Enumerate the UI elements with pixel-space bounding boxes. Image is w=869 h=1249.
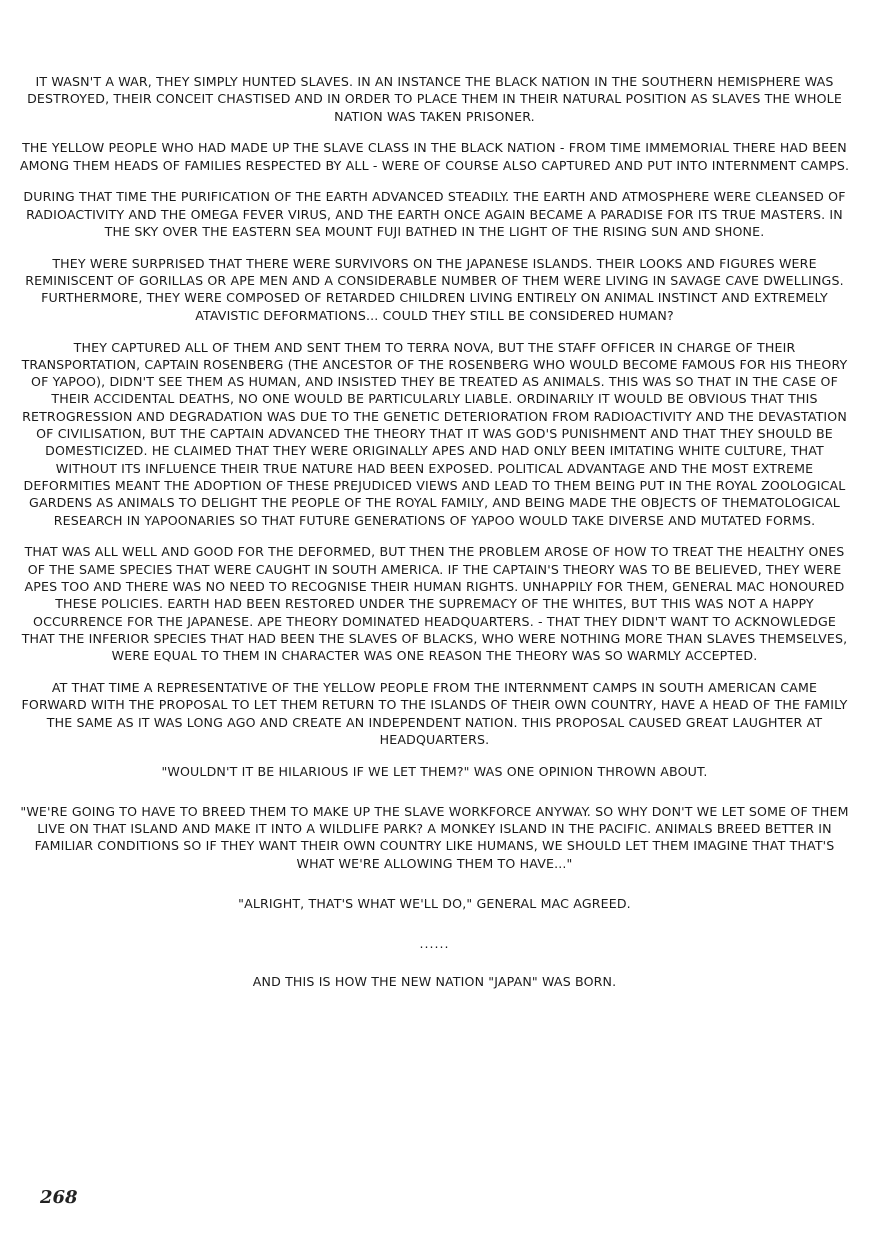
paragraph-10-quote: "ALRIGHT, THAT'S WHAT WE'LL DO," GENERAL MAC AGREED. [238, 896, 631, 912]
paragraph-3: DURING THAT TIME THE PURIFICATION OF THE EARTH ADVANCED STEADILY. THE EARTH AND ATMOSPHERE WERE CLEANSED OF RADIOACTIVITY AND THE OMEGA FEVER VIRUS, AND THE EARTH ONCE AGAIN BECAME A PARADISE FOR ITS TRUE MASTERS. IN THE SKY OVER THE EASTERN SEA MOUNT FUJI BATHED IN THE LIGHT OF THE RISING SUN AND SHONE. [23, 189, 846, 240]
paragraph-9-quote: "WE'RE GOING TO HAVE TO BREED THEM TO MAKE UP THE SLAVE WORKFORCE ANYWAY. SO WHY DON'T WE LET SOME OF THEM LIVE ON THAT ISLAND AND MAKE IT INTO A WILDLIFE PARK? A MONKEY ISLAND IN THE PACIFIC. ANIMALS BREED BETTER IN FAMILIAR CONDITIONS SO IF THEY WANT THEIR OWN COUNTRY LIKE HUMANS, WE SHOULD LET THEM IMAGINE THAT THAT'S WHAT WE'RE ALLOWING THEM TO HAVE..." [20, 803, 849, 871]
paragraph-8-quote: "WOULDN'T IT BE HILARIOUS IF WE LET THEM?" WAS ONE OPINION THROWN ABOUT. [161, 763, 708, 779]
page-number: 268 [40, 1187, 78, 1208]
paragraph-2: THE YELLOW PEOPLE WHO HAD MADE UP THE SLAVE CLASS IN THE BLACK NATION - FROM TIME IMMEMORIAL THERE HAD BEEN AMONG THEM HEADS OF FAMILIES RESPECTED BY ALL - WERE OF COURSE ALSO CAPTURED AND PUT INTO INTERNMENT CAMPS. [19, 140, 850, 173]
paragraph-7: AT THAT TIME A REPRESENTATIVE OF THE YELLOW PEOPLE FROM THE INTERNMENT CAMPS IN SOUTH AMERICAN CAME FORWARD WITH THE PROPOSAL TO LET THEM RETURN TO THE ISLANDS OF THEIR OWN COUNTRY, HAVE A HEAD OF THE FAMILY THE SAME AS IT WAS LONG AGO AND CREATE AN INDEPENDENT NATION. THIS PROPOSAL CAUSED GREAT LAUGHTER AT HEADQUARTERS. [21, 679, 848, 747]
closing-line: AND THIS IS HOW THE NEW NATION "JAPAN" WAS BORN. [252, 973, 617, 989]
paragraph-1: IT WASN'T A WAR, THEY SIMPLY HUNTED SLAVES. IN AN INSTANCE THE BLACK NATION IN THE SOUTHERN HEMISPHERE WAS DESTROYED, THEIR CONCEIT CHASTISED AND IN ORDER TO PLACE THEM IN THEIR NATURAL POSITION AS SLAVES THE WHOLE NATION WAS TAKEN PRISONER. [27, 74, 842, 124]
narration-text-block [18, 73, 851, 1004]
paragraph-5: THEY CAPTURED ALL OF THEM AND SENT THEM TO TERRA NOVA, BUT THE STAFF OFFICER IN CHARGE OF THEIR TRANSPORTATION, CAPTAIN ROSENBERG (THE ANCESTOR OF THE ROSENBERG WHO WOULD BECOME FAMOUS FOR HIS THEORY OF YAPOO), DIDN'T SEE THEM AS HUMAN, AND INSISTED THEY BE TREATED AS ANIMALS. THIS WAS SO THAT IN THE CASE OF THEIR ACCIDENTAL DEATHS, NO ONE WOULD BE PARTICULARLY LIABLE. ORDINARILY IT WOULD BE OBVIOUS THAT THIS RETROGRESSION AND DEGRADATION WAS DUE TO THE GENETIC DETERIORATION FROM RADIOACTIVITY AND THE DEVASTATION OF CIVILISATION, BUT THE CAPTAIN ADVANCED THE THEORY THAT IT WAS GOD'S PUNISHMENT AND THAT THEY SHOULD BE DOMESTICIZED. HE CLAIMED THAT THEY WERE ORIGINALLY APES AND HAD ONLY BEEN IMITATING WHITE CULTURE, THAT WITHOUT ITS INFLUENCE THEIR TRUE NATURE HAD BEEN EXPOSED. POLITICAL ADVANTAGE AND THE MOST EXTREME DEFORMITIES MEANT THE ADOPTION OF THESE PREJUDICED VIEWS AND LEAD TO THEM BEING PUT IN THE ROYAL ZOOLOGICAL GARDENS AS ANIMALS TO DELIGHT THE PEOPLE OF THE ROYAL FAMILY, AND BEING MADE THE OBJECTS OF THEMATOLOGICAL RESEARCH IN YAPOONARIES SO THAT FUTURE GENERATIONS OF YAPOO WOULD TAKE DIVERSE AND MUTATED FORMS. [21, 339, 848, 528]
paragraph-4: THEY WERE SURPRISED THAT THERE WERE SURVIVORS ON THE JAPANESE ISLANDS. THEIR LOOKS AND FIGURES WERE REMINISCENT OF GORILLAS OR APE MEN AND A CONSIDERABLE NUMBER OF THEM WERE LIVING IN SAVAGE CAVE DWELLINGS. FURTHERMORE, THEY WERE COMPOSED OF RETARDED CHILDREN LIVING ENTIRELY ON ANIMAL INSTINCT AND EXTREMELY ATAVISTIC DEFORMATIONS... COULD THEY STILL BE CONSIDERED HUMAN? [25, 255, 844, 323]
ellipsis-separator: ...... [419, 936, 450, 952]
paragraph-6: THAT WAS ALL WELL AND GOOD FOR THE DEFORMED, BUT THEN THE PROBLEM AROSE OF HOW TO TREAT THE HEALTHY ONES OF THE SAME SPECIES THAT WERE CAUGHT IN SOUTH AMERICA. IF THE CAPTAIN'S THEORY WAS TO BE BELIEVED, THEY WERE APES TOO AND THERE WAS NO NEED TO RECOGNISE THEIR HUMAN RIGHTS. UNHAPPILY FOR THEM, GENERAL MAC HONOURED THESE POLICIES. EARTH HAD BEEN RESTORED UNDER THE SUPREMACY OF THE WHITES, BUT THIS WAS NOT A HAPPY OCCURRENCE FOR THE JAPANESE. APE THEORY DOMINATED HEADQUARTERS. - THAT THEY DIDN'T WANT TO ACKNOWLEDGE THAT THE INFERIOR SPECIES THAT HAD BEEN THE SLAVES OF BLACKS, WHO WERE NOTHING MORE THAN SLAVES THEMSELVES, WERE EQUAL TO THEM IN CHARACTER WAS ONE REASON THE THEORY WAS SO WARMLY ACCEPTED. [21, 544, 848, 664]
